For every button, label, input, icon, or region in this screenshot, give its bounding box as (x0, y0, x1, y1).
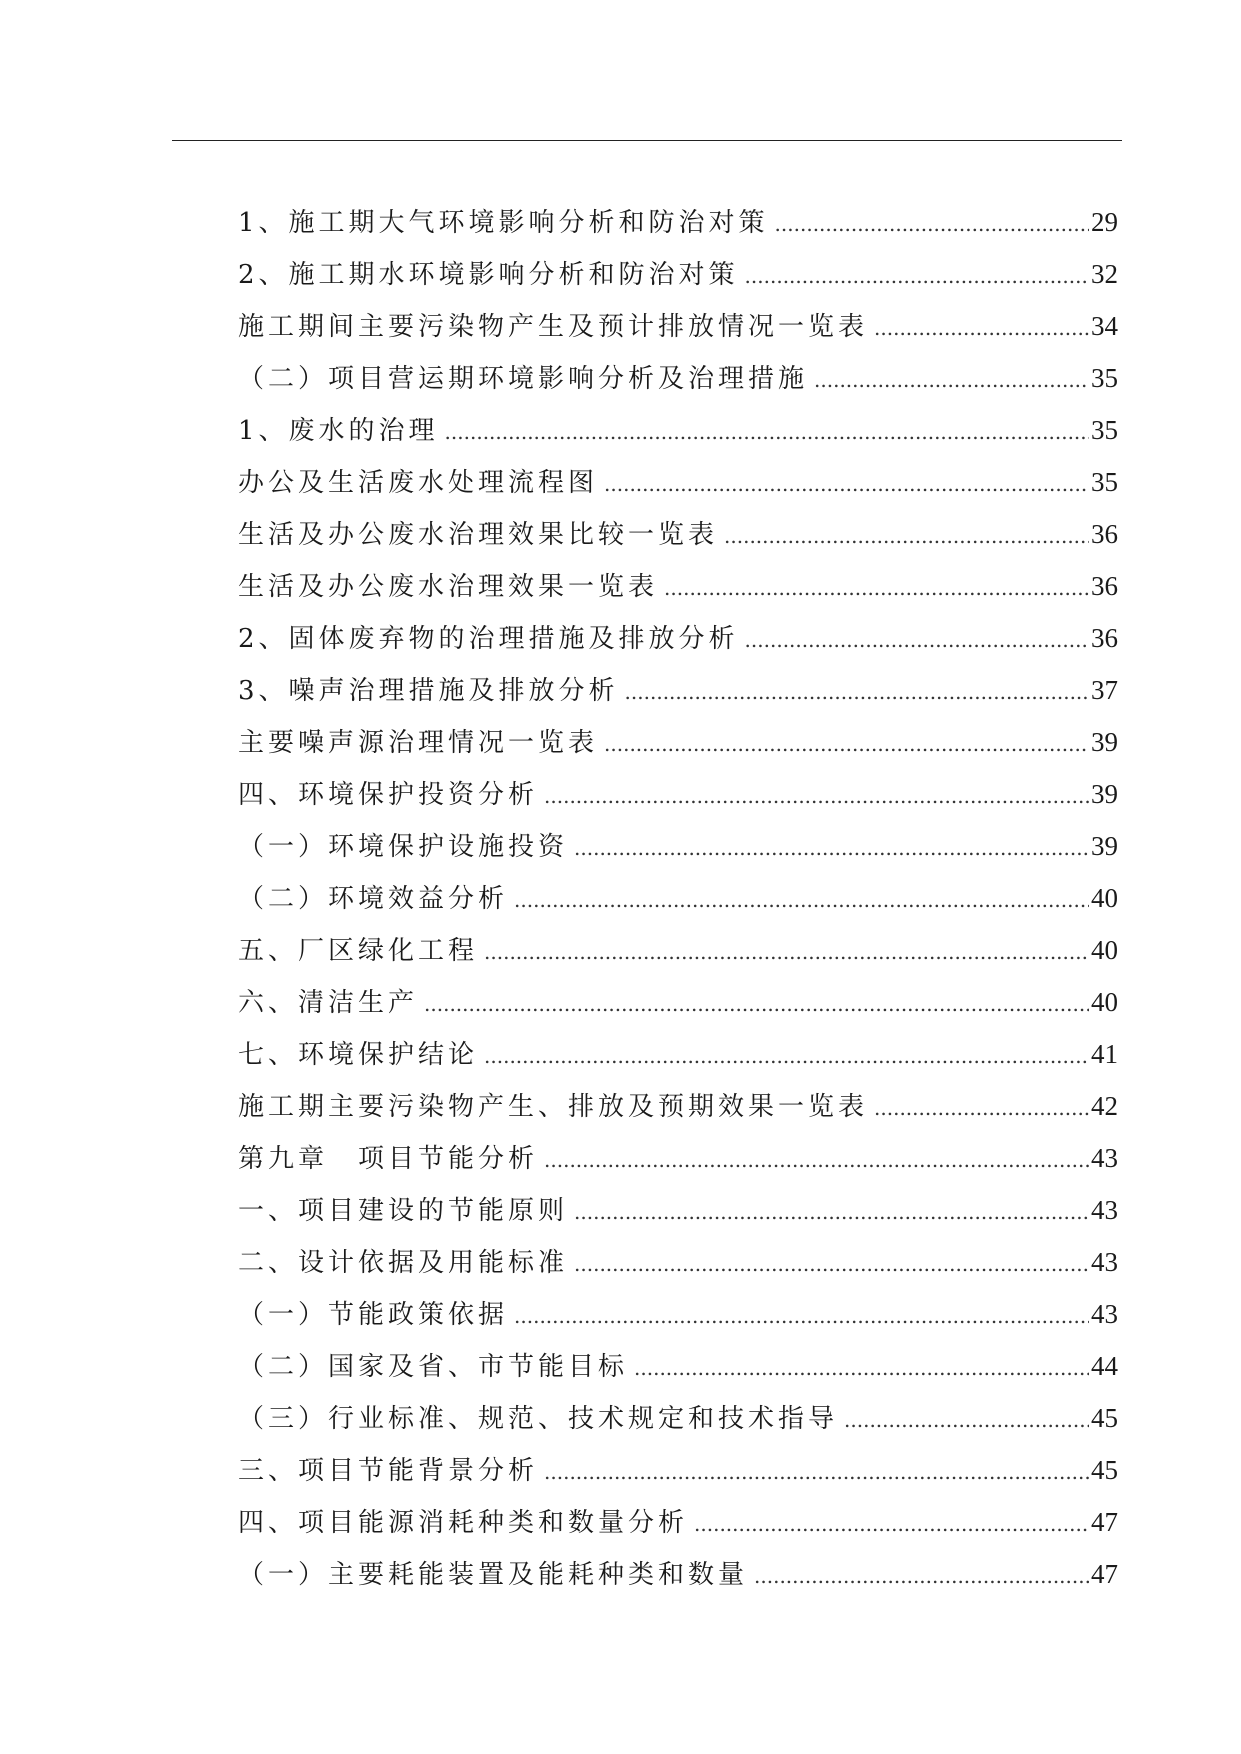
toc-entry-title: 1、废水的治理 (238, 416, 439, 446)
toc-entry[interactable] (238, 352, 1118, 404)
toc-entry[interactable] (238, 976, 1118, 1028)
toc-dot-leader (604, 458, 1089, 510)
toc-page-number: 43 (1091, 1247, 1118, 1277)
toc-dot-leader (484, 926, 1089, 978)
toc-page-number: 40 (1091, 987, 1118, 1017)
toc-entry[interactable] (238, 1288, 1118, 1340)
toc-page-number: 42 (1091, 1091, 1118, 1121)
toc-entry-title: 施工期间主要污染物产生及预计排放情况一览表 (238, 312, 869, 342)
toc-page-number: 35 (1091, 363, 1118, 393)
toc-dot-leader (604, 718, 1089, 770)
toc-entry[interactable] (238, 664, 1118, 716)
toc-entry[interactable] (238, 924, 1118, 976)
toc-dot-leader (634, 1342, 1089, 1394)
toc-entry[interactable] (238, 1548, 1118, 1600)
toc-dot-leader (544, 1134, 1089, 1186)
toc-dot-leader (874, 1082, 1089, 1134)
toc-entry-title: 主要噪声源治理情况一览表 (238, 728, 599, 758)
toc-page-number: 43 (1091, 1299, 1118, 1329)
toc-dot-leader (814, 354, 1089, 406)
toc-dot-leader (874, 302, 1089, 354)
toc-page-number: 40 (1091, 883, 1118, 913)
toc-entry[interactable] (238, 508, 1118, 560)
toc-entry[interactable] (238, 196, 1118, 248)
toc-dot-leader (484, 1030, 1089, 1082)
toc-page-number: 35 (1091, 415, 1118, 445)
toc-entry[interactable] (238, 1028, 1118, 1080)
toc-entry-title: （二）项目营运期环境影响分析及治理措施 (238, 364, 809, 394)
toc-page-number: 34 (1091, 311, 1118, 341)
toc-dot-leader (694, 1498, 1089, 1550)
toc-entry-title: （二）环境效益分析 (238, 884, 509, 914)
toc-entry[interactable] (238, 820, 1118, 872)
header-rule (172, 140, 1122, 141)
toc-entry-title: 施工期主要污染物产生、排放及预期效果一览表 (238, 1092, 869, 1122)
toc-entry-title: （二）国家及省、市节能目标 (238, 1352, 629, 1382)
toc-entry[interactable] (238, 1132, 1118, 1184)
toc-entry-title: （一）环境保护设施投资 (238, 832, 569, 862)
toc-page-number: 39 (1091, 779, 1118, 809)
toc-page-number: 39 (1091, 727, 1118, 757)
toc-page-number: 47 (1091, 1507, 1118, 1537)
toc-dot-leader (745, 614, 1089, 666)
toc-dot-leader (424, 978, 1089, 1030)
toc-page-number: 43 (1091, 1195, 1118, 1225)
toc-page-number: 37 (1091, 675, 1118, 705)
toc-dot-leader (574, 822, 1089, 874)
toc-entry-title: 生活及办公废水治理效果一览表 (238, 572, 659, 602)
toc-entry-title: 二、设计依据及用能标准 (238, 1248, 569, 1278)
toc-dot-leader (844, 1394, 1089, 1446)
toc-page-number: 44 (1091, 1351, 1118, 1381)
toc-page-number: 29 (1091, 207, 1118, 237)
toc-entry[interactable] (238, 1080, 1118, 1132)
toc-entry[interactable] (238, 872, 1118, 924)
toc-entry[interactable] (238, 248, 1118, 300)
toc-entry[interactable] (238, 300, 1118, 352)
toc-dot-leader (754, 1550, 1089, 1602)
toc-entry[interactable] (238, 1184, 1118, 1236)
toc-entry-title: 四、环境保护投资分析 (238, 780, 539, 810)
toc-dot-leader (544, 1446, 1089, 1498)
toc-dot-leader (724, 510, 1089, 562)
toc-entry[interactable] (238, 560, 1118, 612)
table-of-contents (238, 196, 1118, 1600)
toc-page-number: 32 (1091, 259, 1118, 289)
toc-entry-title: 1、施工期大气环境影响分析和防治对策 (238, 208, 769, 238)
toc-entry[interactable] (238, 612, 1118, 664)
toc-page-number: 36 (1091, 571, 1118, 601)
toc-entry[interactable] (238, 456, 1118, 508)
toc-entry[interactable] (238, 1496, 1118, 1548)
toc-entry[interactable] (238, 1236, 1118, 1288)
toc-page-number: 41 (1091, 1039, 1118, 1069)
toc-dot-leader (514, 874, 1089, 926)
toc-page-number: 47 (1091, 1559, 1118, 1589)
toc-dot-leader (514, 1290, 1089, 1342)
toc-entry-title: 七、环境保护结论 (238, 1040, 479, 1070)
toc-page-number: 43 (1091, 1143, 1118, 1173)
toc-entry-title: 生活及办公废水治理效果比较一览表 (238, 520, 719, 550)
toc-dot-leader (745, 250, 1089, 302)
toc-page-number: 45 (1091, 1403, 1118, 1433)
toc-page-number: 45 (1091, 1455, 1118, 1485)
toc-entry[interactable] (238, 716, 1118, 768)
toc-entry-title: 2、施工期水环境影响分析和防治对策 (238, 260, 739, 290)
toc-entry-title: 2、固体废弃物的治理措施及排放分析 (238, 624, 739, 654)
toc-entry[interactable] (238, 1392, 1118, 1444)
toc-entry[interactable] (238, 768, 1118, 820)
toc-entry-title: （一）主要耗能装置及能耗种类和数量 (238, 1560, 749, 1590)
toc-entry-title: 3、噪声治理措施及排放分析 (238, 676, 619, 706)
toc-entry-title: 六、清洁生产 (238, 988, 419, 1018)
toc-dot-leader (664, 562, 1089, 614)
toc-entry-title: （一）节能政策依据 (238, 1300, 509, 1330)
toc-entry-title: 五、厂区绿化工程 (238, 936, 479, 966)
toc-dot-leader (544, 770, 1089, 822)
toc-page-number: 35 (1091, 467, 1118, 497)
toc-entry-title: 第九章 项目节能分析 (238, 1144, 539, 1174)
toc-dot-leader (574, 1238, 1089, 1290)
toc-dot-leader (445, 406, 1089, 458)
toc-page-number: 36 (1091, 519, 1118, 549)
toc-dot-leader (574, 1186, 1089, 1238)
toc-entry[interactable] (238, 1444, 1118, 1496)
toc-dot-leader (625, 666, 1089, 718)
toc-entry[interactable] (238, 1340, 1118, 1392)
toc-entry-title: （三）行业标准、规范、技术规定和技术指导 (238, 1404, 839, 1434)
toc-entry-title: 四、项目能源消耗种类和数量分析 (238, 1508, 689, 1538)
toc-page-number: 39 (1091, 831, 1118, 861)
toc-dot-leader (775, 198, 1089, 250)
toc-page-number: 40 (1091, 935, 1118, 965)
toc-page-number: 36 (1091, 623, 1118, 653)
toc-entry-title: 三、项目节能背景分析 (238, 1456, 539, 1486)
toc-entry-title: 办公及生活废水处理流程图 (238, 468, 599, 498)
toc-entry-title: 一、项目建设的节能原则 (238, 1196, 569, 1226)
toc-entry[interactable] (238, 404, 1118, 456)
